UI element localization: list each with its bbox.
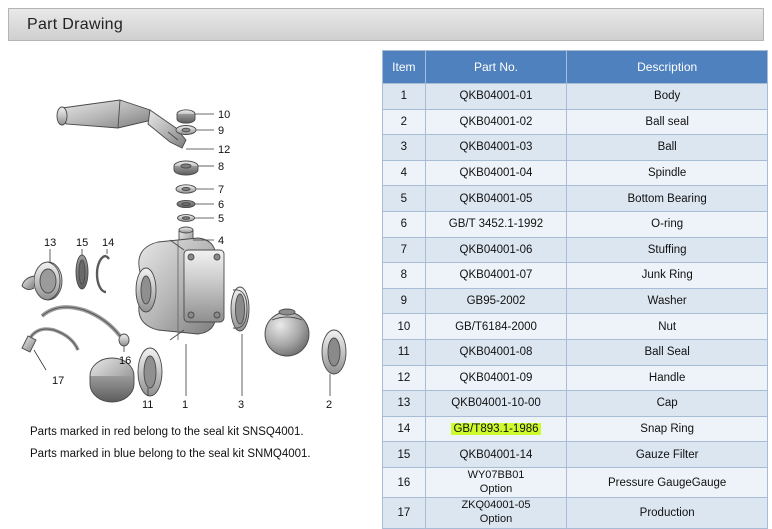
table-header-row [383,51,768,84]
callout-9: 9 [218,125,225,137]
part-cap [22,262,62,300]
table-row [383,467,768,498]
cell-item: 6 [383,211,426,237]
cell-description: Ball seal [567,109,768,135]
cell-description: Gauze Filter [567,442,768,468]
cell-description: Handle [567,365,768,391]
cell-item: 8 [383,263,426,289]
legend-notes [30,422,370,466]
callout-17: 17 [52,375,65,387]
note-red-seal-kit: Parts marked in red belong to the seal kit SNSQ4001. [30,426,304,438]
callout-13: 13 [44,237,57,249]
cell-description: Production [567,498,768,529]
table-row [383,186,768,212]
cell-description: Ball [567,135,768,161]
highlighted-part-no: GB/T893.1-1986 [453,423,539,436]
table-row [383,135,768,161]
cell-part-no: QKB04001-14 [425,442,567,468]
callout-15: 15 [76,237,89,249]
cell-part-no: QKB04001-10-00 [425,391,567,417]
column-header-part-no: Part No. [425,51,567,84]
table-row [383,109,768,135]
part-ball-seal-right [322,330,346,374]
callout-12: 12 [218,144,231,156]
cell-part-no: QKB04001-09 [425,365,567,391]
cell-description: Ball Seal [567,339,768,365]
callout-7: 7 [218,184,225,196]
cell-description: Junk Ring [567,263,768,289]
cell-item: 9 [383,288,426,314]
cell-description: O-ring [567,211,768,237]
callout-5: 5 [218,213,225,225]
part-ball [265,309,309,356]
cell-item: 12 [383,365,426,391]
callout-1: 1 [182,399,189,411]
page-title: Part Drawing [27,15,124,33]
cell-item: 2 [383,109,426,135]
part-bottom-bearing [178,215,195,222]
cell-item: 17 [383,498,426,529]
cell-part-no: QKB04001-04 [425,160,567,186]
callout-10: 10 [218,109,231,121]
part-body [136,238,224,340]
cell-description: Spindle [567,160,768,186]
table-row [383,442,768,468]
table-row [383,416,768,442]
cell-part-no: QKB04001-06 [425,237,567,263]
callout-14: 14 [102,237,115,249]
cell-item: 3 [383,135,426,161]
cell-item: 4 [383,160,426,186]
cell-item: 11 [383,339,426,365]
part-handle [57,100,186,148]
table-row [383,339,768,365]
cell-part-no [425,416,567,442]
cell-item: 13 [383,391,426,417]
cell-description: Pressure GaugeGauge [567,467,768,498]
cell-description: Nut [567,314,768,340]
callout-3: 3 [238,399,245,411]
cell-part-no: GB/T 3452.1-1992 [425,211,567,237]
part-pressure-gauge [42,307,129,346]
part-stuffing [176,185,196,193]
table-row [383,314,768,340]
cell-description: Body [567,84,768,110]
cell-item: 5 [383,186,426,212]
part-gauze-filter [76,255,88,289]
part-junk-ring [174,161,198,175]
table-row [383,84,768,110]
callout-11: 11 [142,399,154,411]
parts-table [382,50,768,529]
callout-8: 8 [218,161,225,173]
cell-part-no: ZKQ04001-05 Option [425,498,567,529]
cell-part-no: GB/T6184-2000 [425,314,567,340]
cell-description: Snap Ring [567,416,768,442]
table-row [383,263,768,289]
callout-6: 6 [218,199,225,211]
part-bottom-disc-right [138,348,162,396]
cell-item: 15 [383,442,426,468]
cell-description: Stuffing [567,237,768,263]
column-header-description: Description [567,51,768,84]
cell-part-no: WY07BB01 Option [425,467,567,498]
table-row [383,237,768,263]
part-snap-ring [97,256,109,292]
cell-part-no: GB95-2002 [425,288,567,314]
cell-part-no: QKB04001-07 [425,263,567,289]
column-header-item: Item [383,51,426,84]
table-row [383,498,768,529]
cell-part-no: QKB04001-03 [425,135,567,161]
cell-part-no: QKB04001-02 [425,109,567,135]
note-blue-seal-kit: Parts marked in blue belong to the seal kit SNMQ4001. [30,447,311,460]
part-production [22,329,78,352]
table-row [383,365,768,391]
cell-part-no: QKB04001-05 [425,186,567,212]
cell-description: Bottom Bearing [567,186,768,212]
cell-item: 7 [383,237,426,263]
table-row [383,160,768,186]
part-washer [176,126,196,135]
cell-item: 1 [383,84,426,110]
part-o-ring [177,200,195,207]
cell-part-no: QKB04001-01 [425,84,567,110]
callout-2: 2 [326,399,333,411]
cell-description: Cap [567,391,768,417]
part-nut [177,110,195,123]
page-title-bar [8,8,764,41]
cell-description: Washer [567,288,768,314]
table-row [383,391,768,417]
table-row [383,288,768,314]
part-ball-seal-left [231,287,249,331]
table-row [383,211,768,237]
cell-part-no: QKB04001-08 [425,339,567,365]
cell-item: 16 [383,467,426,498]
callout-16: 16 [119,355,132,367]
callout-4: 4 [218,235,225,247]
cell-item: 10 [383,314,426,340]
cell-item: 14 [383,416,426,442]
